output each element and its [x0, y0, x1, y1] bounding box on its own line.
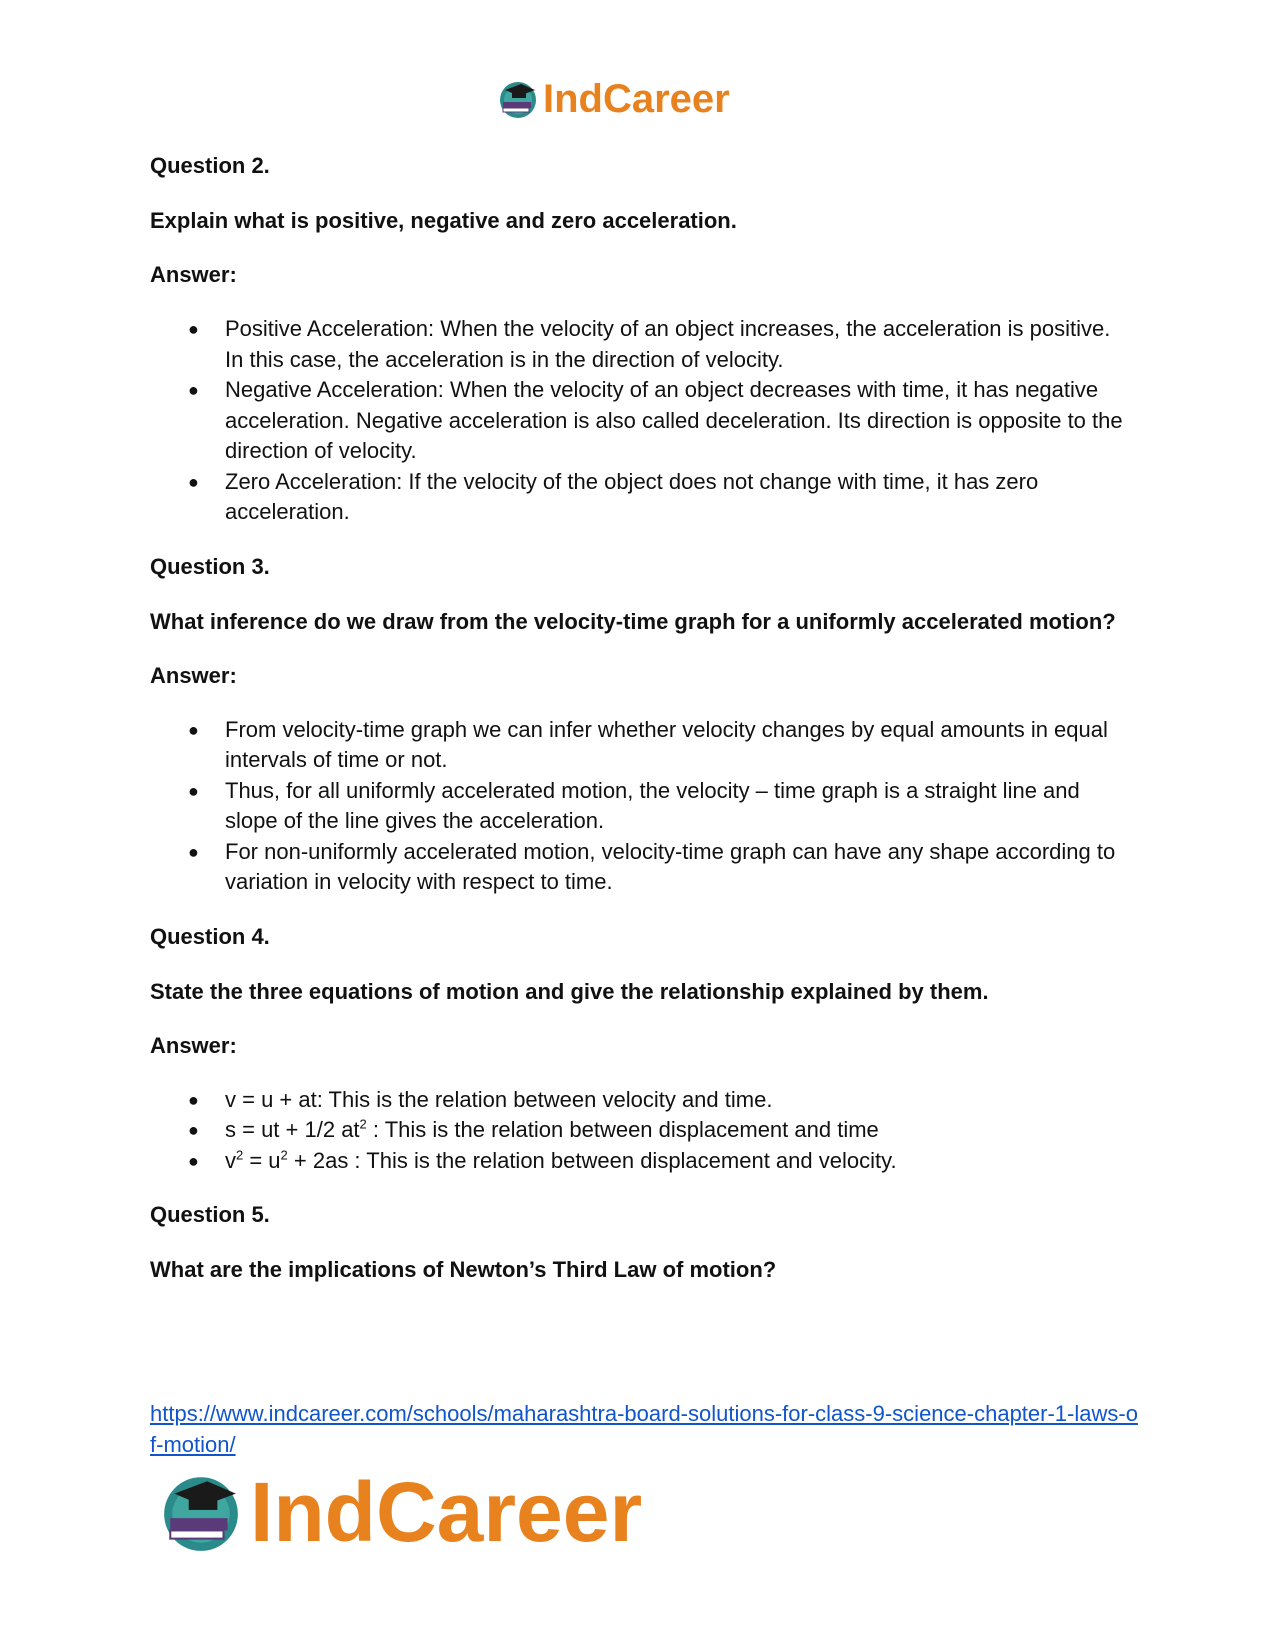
list-item — [150, 467, 1130, 528]
superscript: 2 — [280, 1147, 288, 1163]
question-text: Explain what is positive, negative and zero acceleration. — [150, 208, 737, 233]
list-item — [150, 837, 1130, 898]
equation-item — [150, 1115, 1130, 1146]
question-title: Question 2. — [150, 153, 270, 178]
question-text: What are the implications of Newton’s Third Law of motion? — [150, 1257, 777, 1282]
question-title: Question 3. — [150, 553, 270, 579]
bullet-icon: ● — [188, 471, 199, 492]
equation-text: v — [225, 1147, 236, 1173]
answer-label: Answer: — [150, 1032, 237, 1058]
list-item — [150, 776, 1130, 837]
equation-text: = u — [243, 1147, 281, 1173]
answer-list — [150, 715, 1130, 898]
list-item-text: Positive Acceleration: When the velocity of an object increases, the acceleration is positive. In this case, the acceleration is in the direction of velocity. — [225, 316, 1111, 372]
list-item-text: From velocity-time graph we can infer whether velocity changes by equal amounts in equal intervals of time or not. — [225, 716, 1108, 772]
list-item-text: For non-uniformly accelerated motion, velocity-time graph can have any shape according to variation in velocity with respect to time. — [225, 838, 1116, 894]
question-title: Question 4. — [150, 923, 270, 949]
list-item-text: Zero Acceleration: If the velocity of the object does not change with time, it has zero acceleration. — [225, 468, 1039, 524]
equation-item — [150, 1146, 1130, 1177]
equation-text: + 2as : This is the relation between displacement and velocity. — [287, 1147, 897, 1173]
answer-label: Answer: — [150, 662, 237, 688]
source-link[interactable]: https://www.indcareer.com/schools/maharashtra-board-solutions-for-class-9-science-chapter-1-laws-of-motion/ — [150, 1401, 1138, 1457]
equation-list — [150, 1085, 1130, 1177]
bullet-icon: ● — [188, 1089, 199, 1110]
graduation-cap-book-globe-icon — [158, 1469, 244, 1555]
bullet-icon: ● — [188, 1150, 199, 1171]
bullet-icon: ● — [188, 319, 199, 339]
logo-text: IndCareer — [250, 1464, 643, 1559]
equation-text: v = u + at: This is the relation between velocity and time. — [225, 1086, 773, 1112]
question-text: What inference do we draw from the velocity-time graph for a uniformly accelerated motion? — [150, 608, 1116, 634]
answer-list — [150, 314, 1130, 528]
bullet-icon: ● — [188, 380, 199, 400]
equation-item — [150, 1085, 1130, 1116]
bullet-icon: ● — [188, 841, 199, 862]
superscript: 2 — [359, 1116, 367, 1132]
list-item — [150, 375, 1130, 467]
document-body — [150, 150, 1130, 1308]
answer-label: Answer: — [150, 262, 237, 287]
question-title: Question 5. — [150, 1202, 270, 1227]
bullet-icon: ● — [188, 780, 199, 801]
graduation-cap-book-globe-icon — [497, 78, 539, 120]
superscript: 2 — [236, 1147, 244, 1163]
question-text: State the three equations of motion and give the relationship explained by them. — [150, 978, 989, 1004]
footer-logo — [158, 1462, 642, 1562]
logo-text: IndCareer — [543, 76, 730, 121]
equation-text: s = ut + 1/2 at — [225, 1117, 360, 1142]
header-logo — [497, 76, 730, 122]
footer-link-block — [150, 1398, 1140, 1460]
list-item — [150, 715, 1130, 776]
equation-text: : This is the relation between displacement and time — [366, 1117, 879, 1142]
bullet-icon: ● — [188, 1120, 199, 1140]
list-item-text: Thus, for all uniformly accelerated motion, the velocity – time graph is a straight line and slope of the line gives the acceleration. — [225, 777, 1080, 833]
list-item-text: Negative Acceleration: When the velocity of an object decreases with time, it has negative acceleration. Negative acceleration is also called deceleration. Its direction is opposite to the direction of velocity. — [225, 377, 1123, 463]
list-item — [150, 314, 1130, 375]
bullet-icon: ● — [188, 719, 199, 740]
